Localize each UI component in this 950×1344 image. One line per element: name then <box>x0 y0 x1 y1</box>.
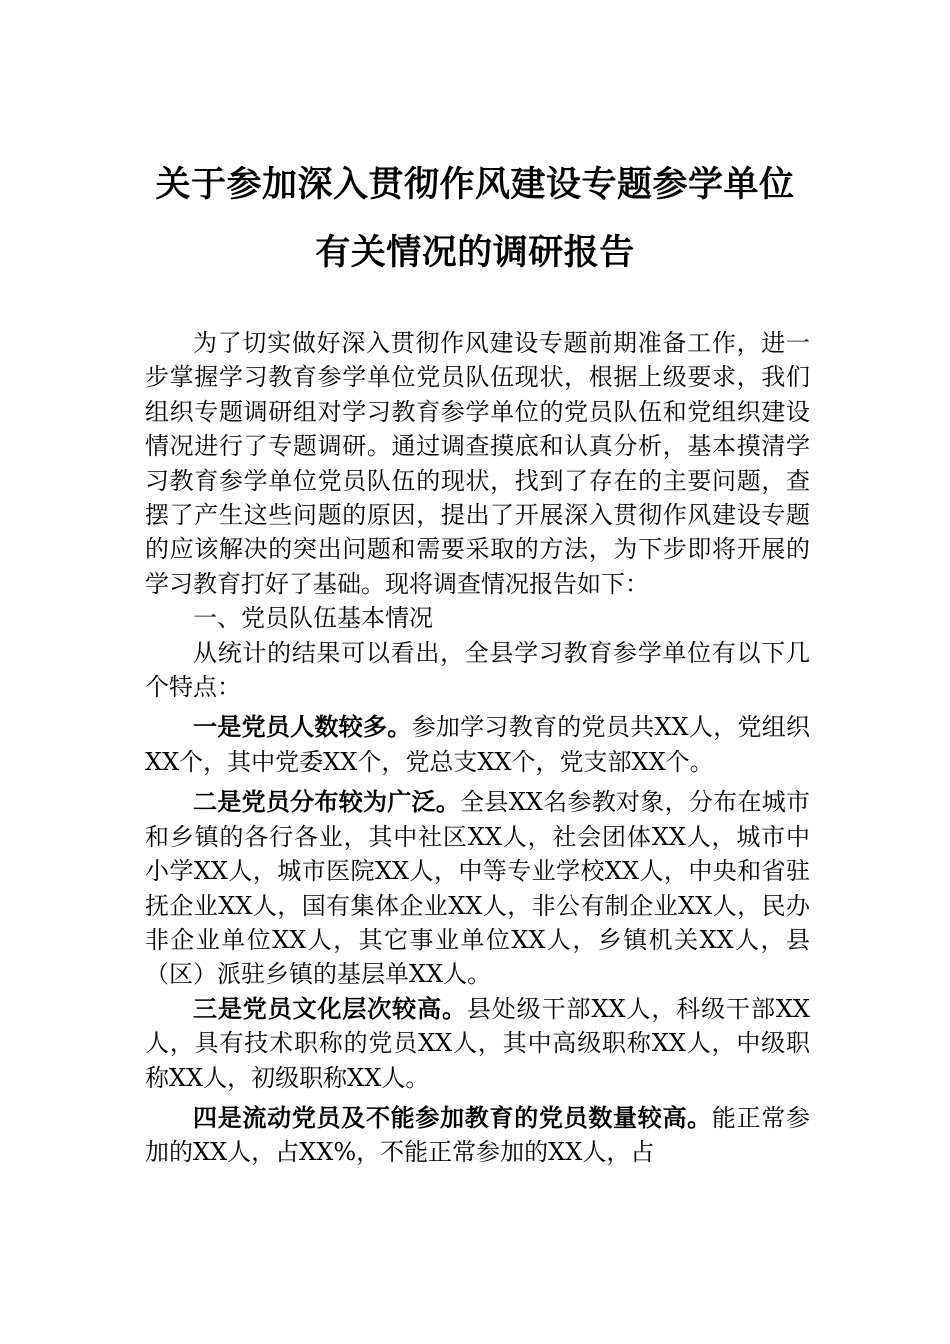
section-1-intro: 从统计的结果可以看出，全县学习教育参学单位有以下几个特点： <box>145 638 810 702</box>
point-3-lead: 三是党员文化层次较高。 <box>193 994 467 1023</box>
point-3-text: 县处级干部XX人，科级干部XX人，具有技术职称的党员XX人，其中高级职称XX人，中级职称XX人，初级职称XX人。 <box>145 994 811 1092</box>
point-2-lead: 二是党员分布较为广泛。 <box>193 788 461 817</box>
point-4-paragraph <box>145 1101 810 1170</box>
title-line-1: 关于参加深入贯彻作风建设专题参学单位 <box>155 165 795 205</box>
intro-paragraph: 为了切实做好深入贯彻作风建设专题前期准备工作，进一步掌握学习教育参学单位党员队伍现状，根据上级要求，我们组织专题调研组对学习教育参学单位的党员队伍和党组织建设情况进行了专题调研。通过调查摸底和认真分析，基本摸清学习教育参学单位党员队伍的现状，找到了存在的主要问题，查摆了产生这些问题的原因，提出了开展深入贯彻作风建设专题的应该解决的突出问题和需要采取的方法，为下步即将开展的学习教育打好了基础。现将调查情况报告如下： <box>145 329 810 598</box>
title-line-2: 有关情况的调研报告 <box>315 233 635 273</box>
point-1-lead: 一是党员人数较多。 <box>193 713 412 742</box>
point-4-text: 能正常参加的XX人，占XX%，不能正常参加的XX人，占 <box>145 1103 810 1167</box>
section-1-heading: 一、党员队伍基本情况 <box>193 604 433 633</box>
point-2-text: 全县XX名参教对象，分布在城市和乡镇的各行各业，其中社区XX人，社会团体XX人，城市中小学XX人，城市医院XX人，中等专业学校XX人，中央和省驻抚企业XX人，国有集体企业XX人，非公有制企业XX人，民办非企业单位XX人，其它事业单位XX人，乡镇机关XX人，县（区）派驻乡镇的基层单XX人。 <box>145 788 811 989</box>
point-4-lead: 四是流动党员及不能参加教育的党员数量较高。 <box>193 1103 712 1132</box>
point-2-paragraph <box>145 785 810 991</box>
point-1-text: 参加学习教育的党员共XX人，党组织XX个，其中党委XX个，党总支XX个，党支部XX个。 <box>145 713 811 776</box>
document-body <box>145 326 810 1170</box>
point-1-paragraph <box>145 710 810 779</box>
point-3-paragraph <box>145 992 810 1095</box>
